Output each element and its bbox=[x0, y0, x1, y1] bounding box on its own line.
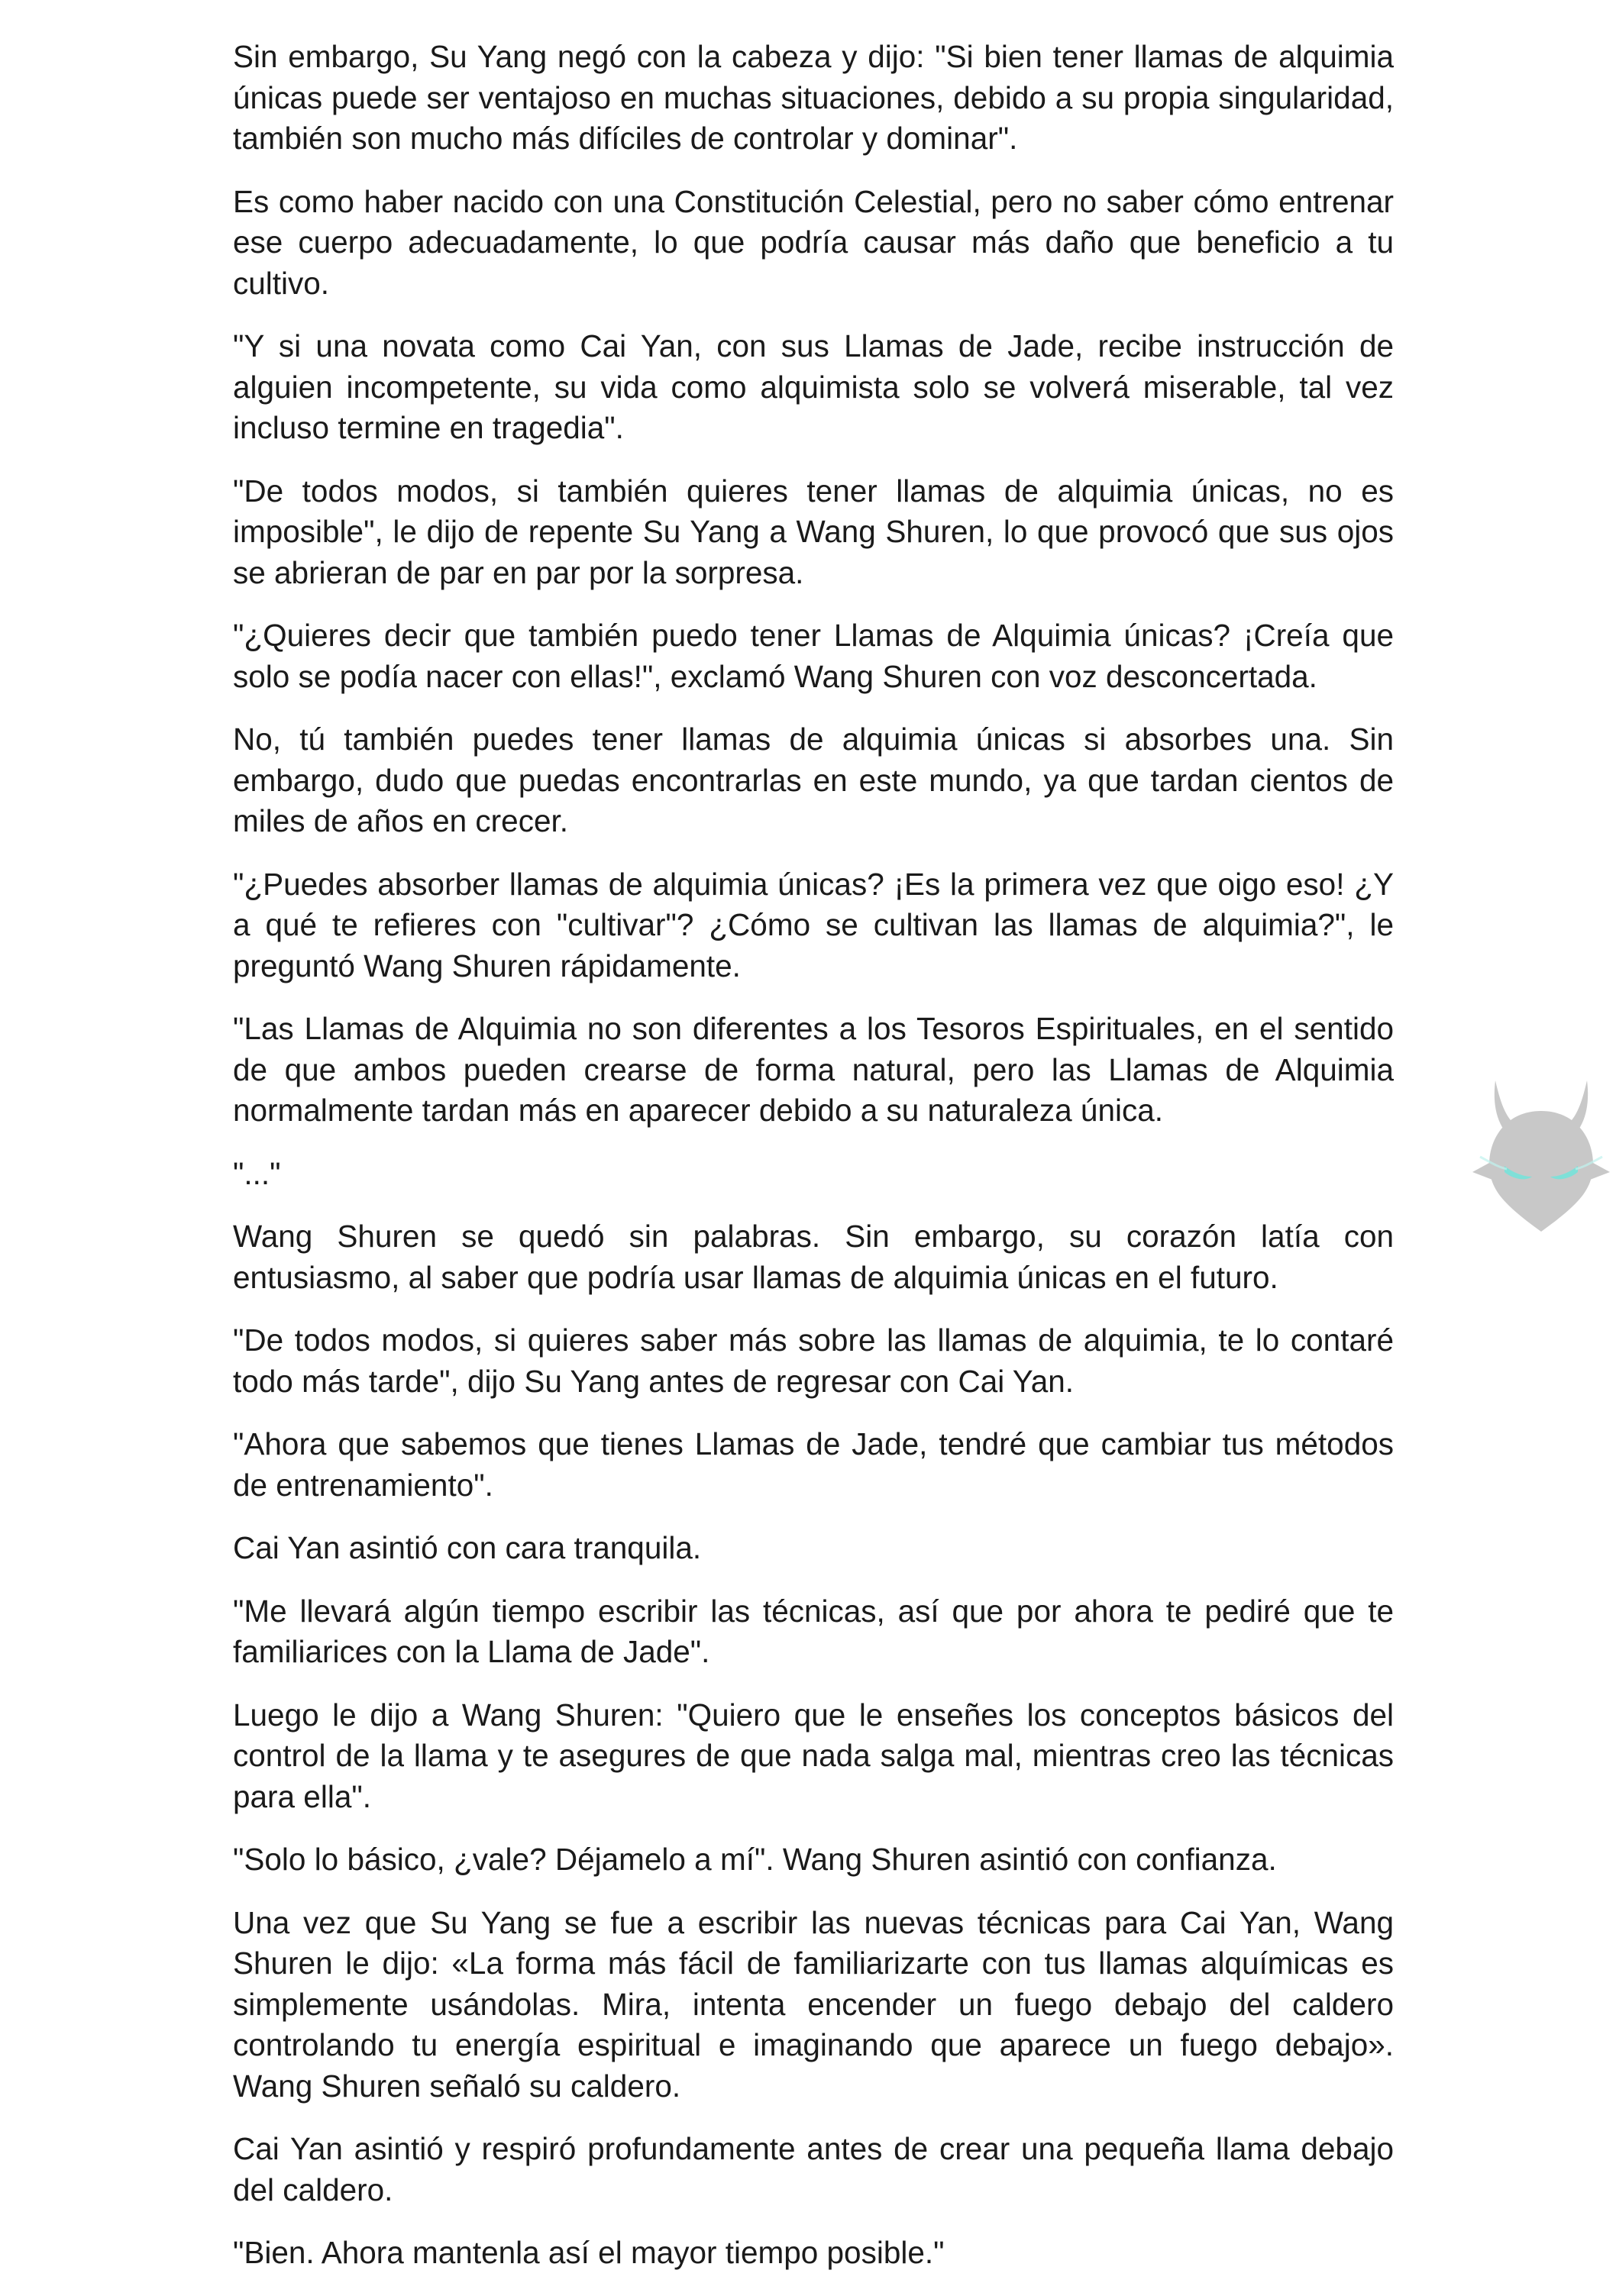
paragraph: "¿Puedes absorber llamas de alquimia únicas? ¡Es la primera vez que oigo eso! ¿Y a qué te refieres con "cultivar"? ¿Cómo se cultivan las llamas de alquimia?", le preguntó Wang Shuren rápidamente. bbox=[233, 866, 1394, 983]
paragraph: "¿Quieres decir que también puedo tener Llamas de Alquimia únicas? ¡Creía que solo se podía nacer con ellas!", exclamó Wang Shuren con voz desconcertada. bbox=[233, 618, 1394, 694]
document-body bbox=[233, 37, 1394, 2296]
paragraph: "Ahora que sabemos que tienes Llamas de Jade, tendré que cambiar tus métodos de entrenamiento". bbox=[233, 1426, 1394, 1503]
paragraph: "Me llevará algún tiempo escribir las técnicas, así que por ahora te pediré que te familiarices con la Llama de Jade". bbox=[233, 1593, 1394, 1669]
paragraph: Cai Yan asintió con cara tranquila. bbox=[233, 1530, 702, 1565]
paragraph: "..." bbox=[233, 1155, 281, 1191]
paragraph: Es como haber nacido con una Constitución Celestial, pero no saber cómo entrenar ese cuerpo adecuadamente, lo que podría causar más daño que beneficio a tu cultivo. bbox=[233, 183, 1394, 301]
paragraph: "Solo lo básico, ¿vale? Déjamelo a mí". Wang Shuren asintió con confianza. bbox=[233, 1842, 1277, 1877]
paragraph: "De todos modos, si quieres saber más sobre las llamas de alquimia, te lo contaré todo más tarde", dijo Su Yang antes de regresar con Cai Yan. bbox=[233, 1322, 1394, 1399]
paragraph: "Y si una novata como Cai Yan, con sus Llamas de Jade, recibe instrucción de alguien incompetente, su vida como alquimista solo se volverá miserable, tal vez incluso termine en tragedia". bbox=[233, 328, 1394, 445]
paragraph: "Bien. Ahora mantenla así el mayor tiempo posible." bbox=[233, 2235, 945, 2270]
paragraph: No, tú también puedes tener llamas de alquimia únicas si absorbes una. Sin embargo, dudo que puedas encontrarlas en este mundo, ya que tardan cientos de miles de años en crecer. bbox=[233, 722, 1394, 838]
paragraph: Luego le dijo a Wang Shuren: "Quiero que le enseñes los conceptos básicos del control de la llama y te asegures de que nada salga mal, mientras creo las técnicas para ella". bbox=[233, 1697, 1394, 1814]
paragraph: Sin embargo, Su Yang negó con la cabeza y dijo: "Si bien tener llamas de alquimia únicas puede ser ventajoso en muchas situaciones, debido a su propia singularidad, también son mucho más difíciles de controlar y dominar". bbox=[233, 39, 1394, 156]
paragraph: Wang Shuren se quedó sin palabras. Sin embargo, su corazón latía con entusiasmo, al saber que podría usar llamas de alquimia únicas en el futuro. bbox=[233, 1219, 1394, 1295]
paragraph: Cai Yan asintió y respiró profundamente antes de crear una pequeña llama debajo del caldero. bbox=[233, 2131, 1394, 2207]
demon-head-icon bbox=[1465, 1065, 1616, 1241]
paragraph: Una vez que Su Yang se fue a escribir las nuevas técnicas para Cai Yan, Wang Shuren le dijo: «La forma más fácil de familiarizarte con tus llamas alquímicas es simplemente usándolas. Mira, intenta encender un fuego debajo del caldero controlando tu energía espiritual e imaginando que aparece un fuego debajo». Wang Shuren señaló su caldero. bbox=[233, 1904, 1394, 2104]
paragraph: "De todos modos, si también quieres tener llamas de alquimia únicas, no es imposible", le dijo de repente Su Yang a Wang Shuren, lo que provocó que sus ojos se abrieran de par en par por la sorpresa. bbox=[233, 473, 1394, 590]
paragraph: "Las Llamas de Alquimia no son diferentes a los Tesoros Espirituales, en el sentido de que ambos pueden crearse de forma natural, pero las Llamas de Alquimia normalmente tardan más en aparecer debido a su naturaleza única. bbox=[233, 1011, 1394, 1128]
